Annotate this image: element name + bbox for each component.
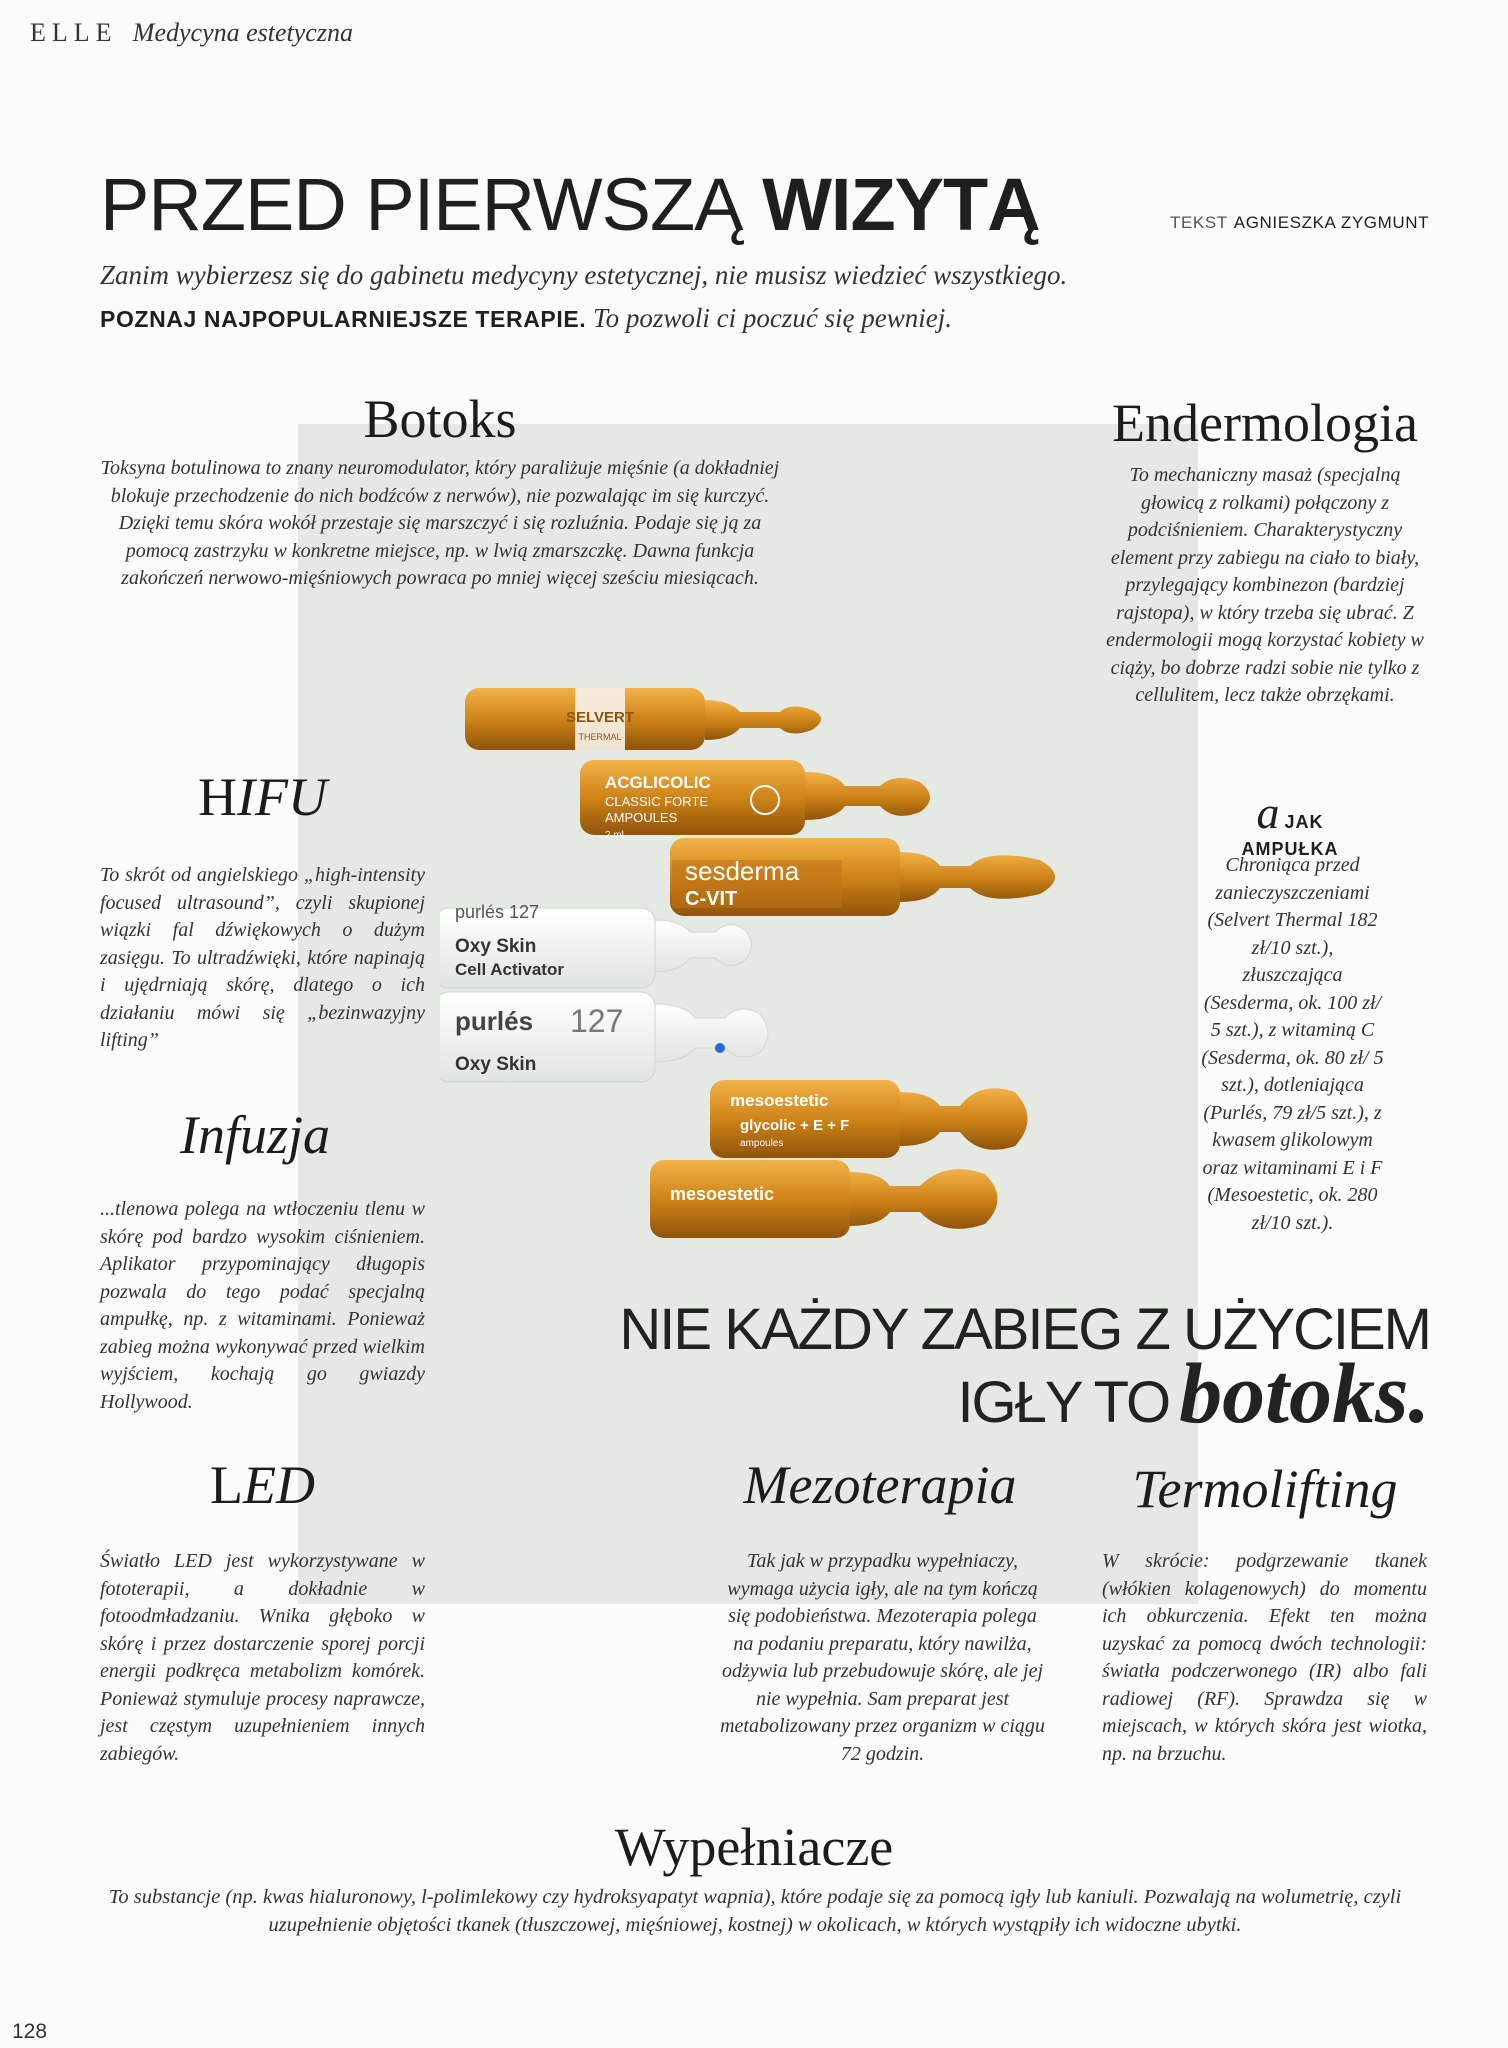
label-purles-oxy: Oxy Skin bbox=[455, 936, 537, 957]
label-purles-brand: purlés bbox=[455, 1006, 534, 1036]
ampoule-meso-2 bbox=[650, 1160, 998, 1238]
endermologia-title: Endermologia bbox=[1112, 393, 1418, 453]
ampoule-purles-2 bbox=[440, 992, 768, 1082]
ampoule-acglicolic bbox=[580, 760, 930, 841]
termolifting-text: W skrócie: podgrzewanie tkanek (włókien kolagenowych) do momentu ich obkurczenia. Efekt ten można uzyskać za pomocą dwóch technologii: światła podczerwonego (IR) albo fali radiowej (RF). Sprawdza się w miejscach, w których skóra jest wiotka, np. na brzuchu. bbox=[1102, 1550, 1427, 1765]
label-meso1-sub: glycolic + E + F bbox=[740, 1117, 850, 1134]
endermologia-text: To mechaniczny masaż (specjalną głowicą z rolkami) połączony z podciśnieniem. Charakterystyczny element przy zabiegu na ciało to biały, przylegający kombinezon (bardziej rajstopa), w który trzeba się ubrać. Z endermologii mogą korzystać kobiety w ciąży, bo dobrze radzi sobie nie tylko z cellulitem, lecz także obrzękami. bbox=[1106, 464, 1424, 706]
mezoterapia-text: Tak jak w przypadku wypełniaczy, wymaga użycia igły, ale na tym kończą się podobieństwa. Mezoterapia polega na podaniu preparatu, który nawilża, odżywia lub przebudowuje skórę, ale jej nie wypełnia. Sam preparat jest metabolizowany przez organizm w ciągu 72 godzin. bbox=[720, 1550, 1045, 1765]
label-purles-oxy2: Oxy Skin bbox=[455, 1054, 537, 1075]
led-text: Światło LED jest wykorzystywane w fototerapii, a dokładnie w fotoodmładzaniu. Wnika głęboko w skórę i przez dostarczenie sporej porcji energii podkręca metabolizm komórek. Ponieważ stymuluje procesy naprawcze, jest częstym uzupełnieniem innych zabiegów. bbox=[100, 1550, 425, 1765]
led-title-rest: ED bbox=[243, 1455, 315, 1515]
label-selvert: SELVERT bbox=[565, 709, 635, 726]
quote-line1: NIE KAŻDY ZABIEG Z UŻYCIEM bbox=[619, 1297, 1430, 1362]
lead-caps: POZNAJ NAJPOPULARNIEJSZE TERAPIE. bbox=[100, 306, 587, 332]
ampoule-meso-1 bbox=[710, 1080, 1028, 1158]
led-title-first: L bbox=[210, 1455, 243, 1515]
ampulka-text: Chroniąca przed zanieczyszczeniami (Selvert Thermal 182 zł/10 szt.), złuszczająca (Sesderma, ok. 100 zł/ 5 szt.), z witaminą C (Sesderma, ok. 80 zł/ 5 szt.), dotleniająca (Purlés, 79 zł/5 szt.), z kwasem glikolowym oraz witaminami E i F (Mesoestetic, ok. 280 zł/10 szt.). bbox=[1201, 854, 1384, 1234]
hifu-title bbox=[198, 766, 327, 828]
label-meso2: mesoestetic bbox=[670, 1184, 775, 1204]
blue-dot-icon bbox=[715, 1043, 725, 1053]
ampulka-jak: JAK bbox=[1284, 812, 1324, 832]
ampulka-letter: a bbox=[1256, 787, 1280, 838]
wypelniacze-text: To substancje (np. kwas hialuronowy, l-polimlekowy czy hydroksyapatyt wapnia), które podaje się za pomocą igły lub kaniuli. Pozwalają na wolumetrię, czyli uzupełnienie objętości tkanek (tłuszczowej, mięśniowej, kostnej) w okolicach, w których wystąpiły ich widoczne ubytki. bbox=[108, 1886, 1402, 1936]
section-name: Medycyna estetyczna bbox=[132, 18, 353, 47]
lead-part2: To pozwoli ci poczuć się pewniej. bbox=[593, 303, 953, 333]
lead-part1: Zanim wybierzesz się do gabinetu medycyny estetycznej, nie musisz wiedzieć wszystkiego. bbox=[100, 260, 1068, 290]
ampulka-heading bbox=[1200, 786, 1380, 860]
hifu-text: To skrót od angielskiego „high-intensity focused ultrasound”, czyli skupionej wiązki fal dźwiękowych o dużym zasięgu. To ultradźwięki, które napinają i ujędrniają skórę, dlatego o ich działaniu mówi się „bezinwazyjny lifting” bbox=[100, 864, 425, 1051]
magazine-header bbox=[30, 18, 353, 48]
ampoule-selvert bbox=[465, 688, 821, 750]
wypelniacze-title: Wypełniacze bbox=[614, 1817, 894, 1877]
byline bbox=[1170, 213, 1429, 233]
led-title bbox=[210, 1454, 315, 1516]
label-sesderma: sesderma bbox=[685, 856, 800, 886]
infuzja-text: ...tlenowa polega na wtłoczeniu tlenu w skórę pod bardzo wysokim ciśnieniem. Aplikator przypominający długopis pozwala do tego podać specjalną ampułkę, np. z witaminami. Ponieważ zabieg można wykonywać przed wielkim wyjściem, kochają go gwiazdy Hollywood. bbox=[100, 1198, 425, 1413]
pull-quote bbox=[600, 1297, 1430, 1441]
lead-paragraph bbox=[100, 254, 1430, 341]
label-sesderma-sub: C-VIT bbox=[685, 888, 738, 910]
hifu-title-first: H bbox=[198, 767, 237, 827]
botoks-title: Botoks bbox=[363, 389, 517, 449]
ampulka-word: AMPUŁKA bbox=[1241, 839, 1339, 859]
label-meso1-amp: ampoules bbox=[740, 1138, 784, 1149]
title-light: PRZED PIERWSZĄ bbox=[100, 163, 743, 246]
quote-line2-small: IGŁY TO bbox=[957, 1370, 1170, 1435]
ampoules-illustration bbox=[440, 660, 1140, 1240]
label-acglicolic-vol: 2 ml bbox=[605, 830, 624, 841]
title-bold: WIZYTĄ bbox=[762, 163, 1040, 246]
hifu-title-rest: IFU bbox=[237, 767, 327, 827]
label-purles-top: purlés 127 bbox=[455, 902, 540, 922]
label-acglicolic-sub2: AMPOULES bbox=[605, 810, 678, 825]
termolifting-title: Termolifting bbox=[1132, 1459, 1398, 1519]
ampoule-sesderma bbox=[670, 838, 1055, 916]
botoks-text: Toksyna botulinowa to znany neuromodulator, który paraliżuje mięśnie (a dokładniej blokuje przechodzenie do nich bodźców z nerwów), nie pozwalając im się kurczyć. Dzięki temu skóra wokół przestaje się marszczyć i się rozluźnia. Podaje się ją za pomocą zastrzyku w konkretne miejsce, np. w lwią zmarszczkę. Dawna funkcja zakończeń nerwowo-mięśniowych powraca po mniej więcej sześciu miesiącach. bbox=[100, 457, 780, 589]
page-title bbox=[100, 162, 1040, 247]
mezoterapia-title: Mezoterapia bbox=[743, 1455, 1017, 1515]
label-purles-cell: Cell Activator bbox=[455, 960, 564, 979]
quote-line2-big: botoks. bbox=[1179, 1345, 1430, 1441]
infuzja-title: Infuzja bbox=[180, 1105, 331, 1165]
label-acglicolic-sub: CLASSIC FORTE bbox=[605, 794, 709, 809]
page-number: 128 bbox=[12, 2020, 48, 2043]
magazine-name: ELLE bbox=[30, 18, 118, 47]
label-purles-num: 127 bbox=[570, 1003, 624, 1039]
byline-label: TEKST bbox=[1170, 213, 1228, 232]
label-acglicolic: ACGLICOLIC bbox=[605, 773, 711, 792]
label-meso1: mesoestetic bbox=[730, 1091, 829, 1110]
label-selvert-sub: THERMAL bbox=[578, 732, 622, 742]
byline-author: AGNIESZKA ZYGMUNT bbox=[1233, 213, 1430, 232]
